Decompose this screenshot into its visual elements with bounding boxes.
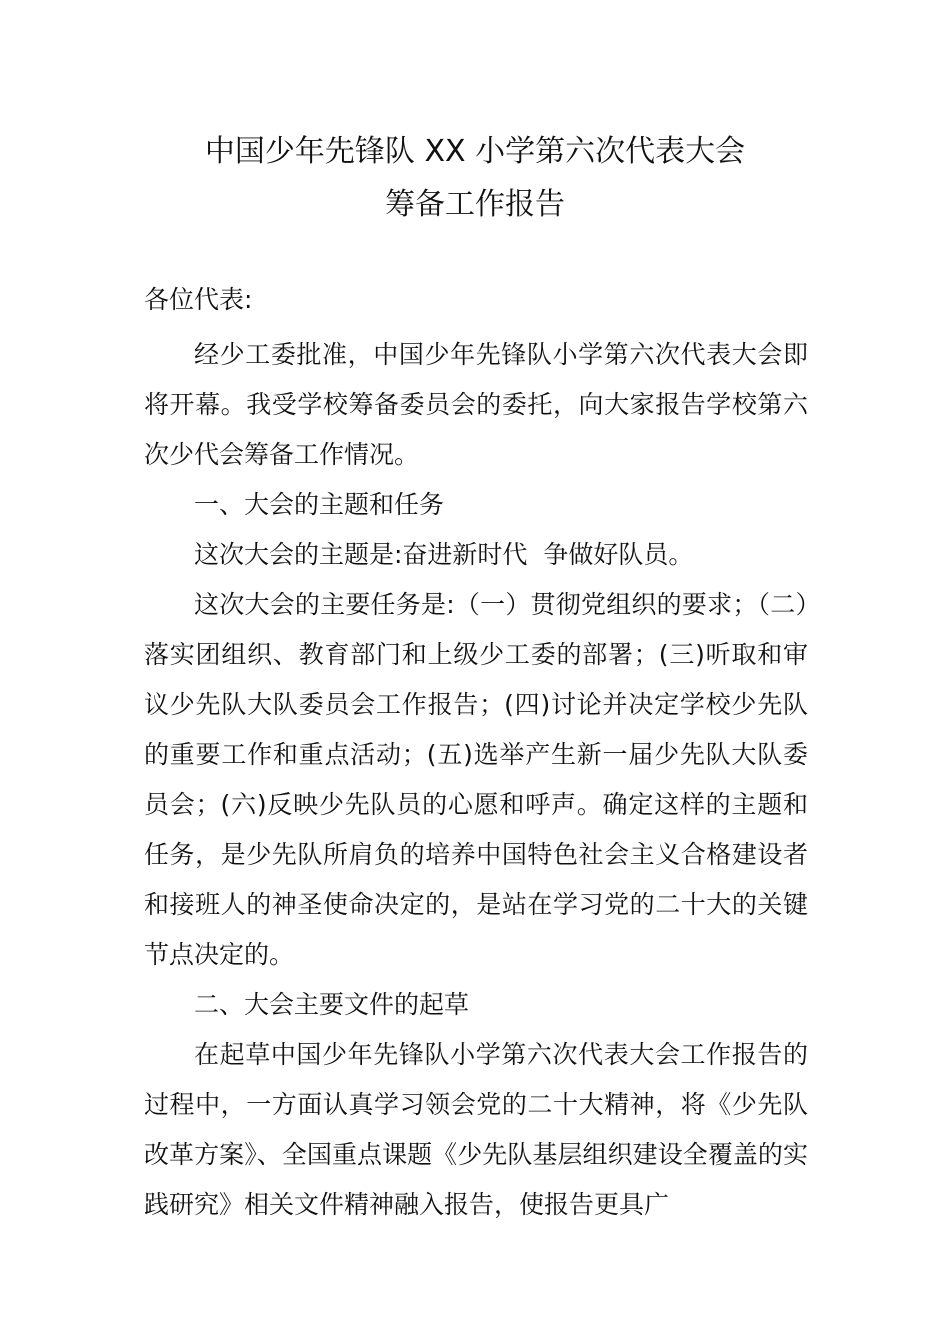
paragraph-tasks: 这次大会的主要任务是:（一）贯彻党组织的要求；（二）落实团组织、教育部门和上级少工委的部署；(三)听取和审议少先队大队委员会工作报告；(四)讨论并决定学校少先队的重要工作和重点活动；(五)选举产生新一届少先队大队委员会；(六)反映少先队员的心愿和呼声。确定这样的主题和任务，是少先队所肩负的培养中国特色社会主义合格建设者和接班人的神圣使命决定的，是站在学习党的二十大的关键节点决定的。 [144,590,808,969]
paragraph-intro: 经少工委批准，中国少年先锋队小学第六次代表大会即将开幕。我受学校筹备委员会的委托，向大家报告学校第六次少代会筹备工作情况。 [144,340,808,469]
paragraph-drafting: 在起草中国少年先锋队小学第六次代表大会工作报告的过程中，一方面认真学习领会党的二十大精神，将《少先队改革方案》、全国重点课题《少先队基层组织建设全覆盖的实践研究》相关文件精神融入报告，使报告更具广 [144,1040,808,1219]
salutation: 各位代表: [144,285,253,314]
document-title-line-2: 筹备工作报告 [385,187,565,222]
section-heading-theme-and-tasks: 一、大会的主题和任务 [194,490,445,519]
document-title-line-1: 中国少年先锋队 XX 小学第六次代表大会 [204,134,746,169]
report-body [144,330,808,1230]
section-heading-drafting: 二、大会主要文件的起草 [194,990,470,1019]
paragraph-theme: 这次大会的主题是:奋进新时代 争做好队员。 [194,540,694,569]
